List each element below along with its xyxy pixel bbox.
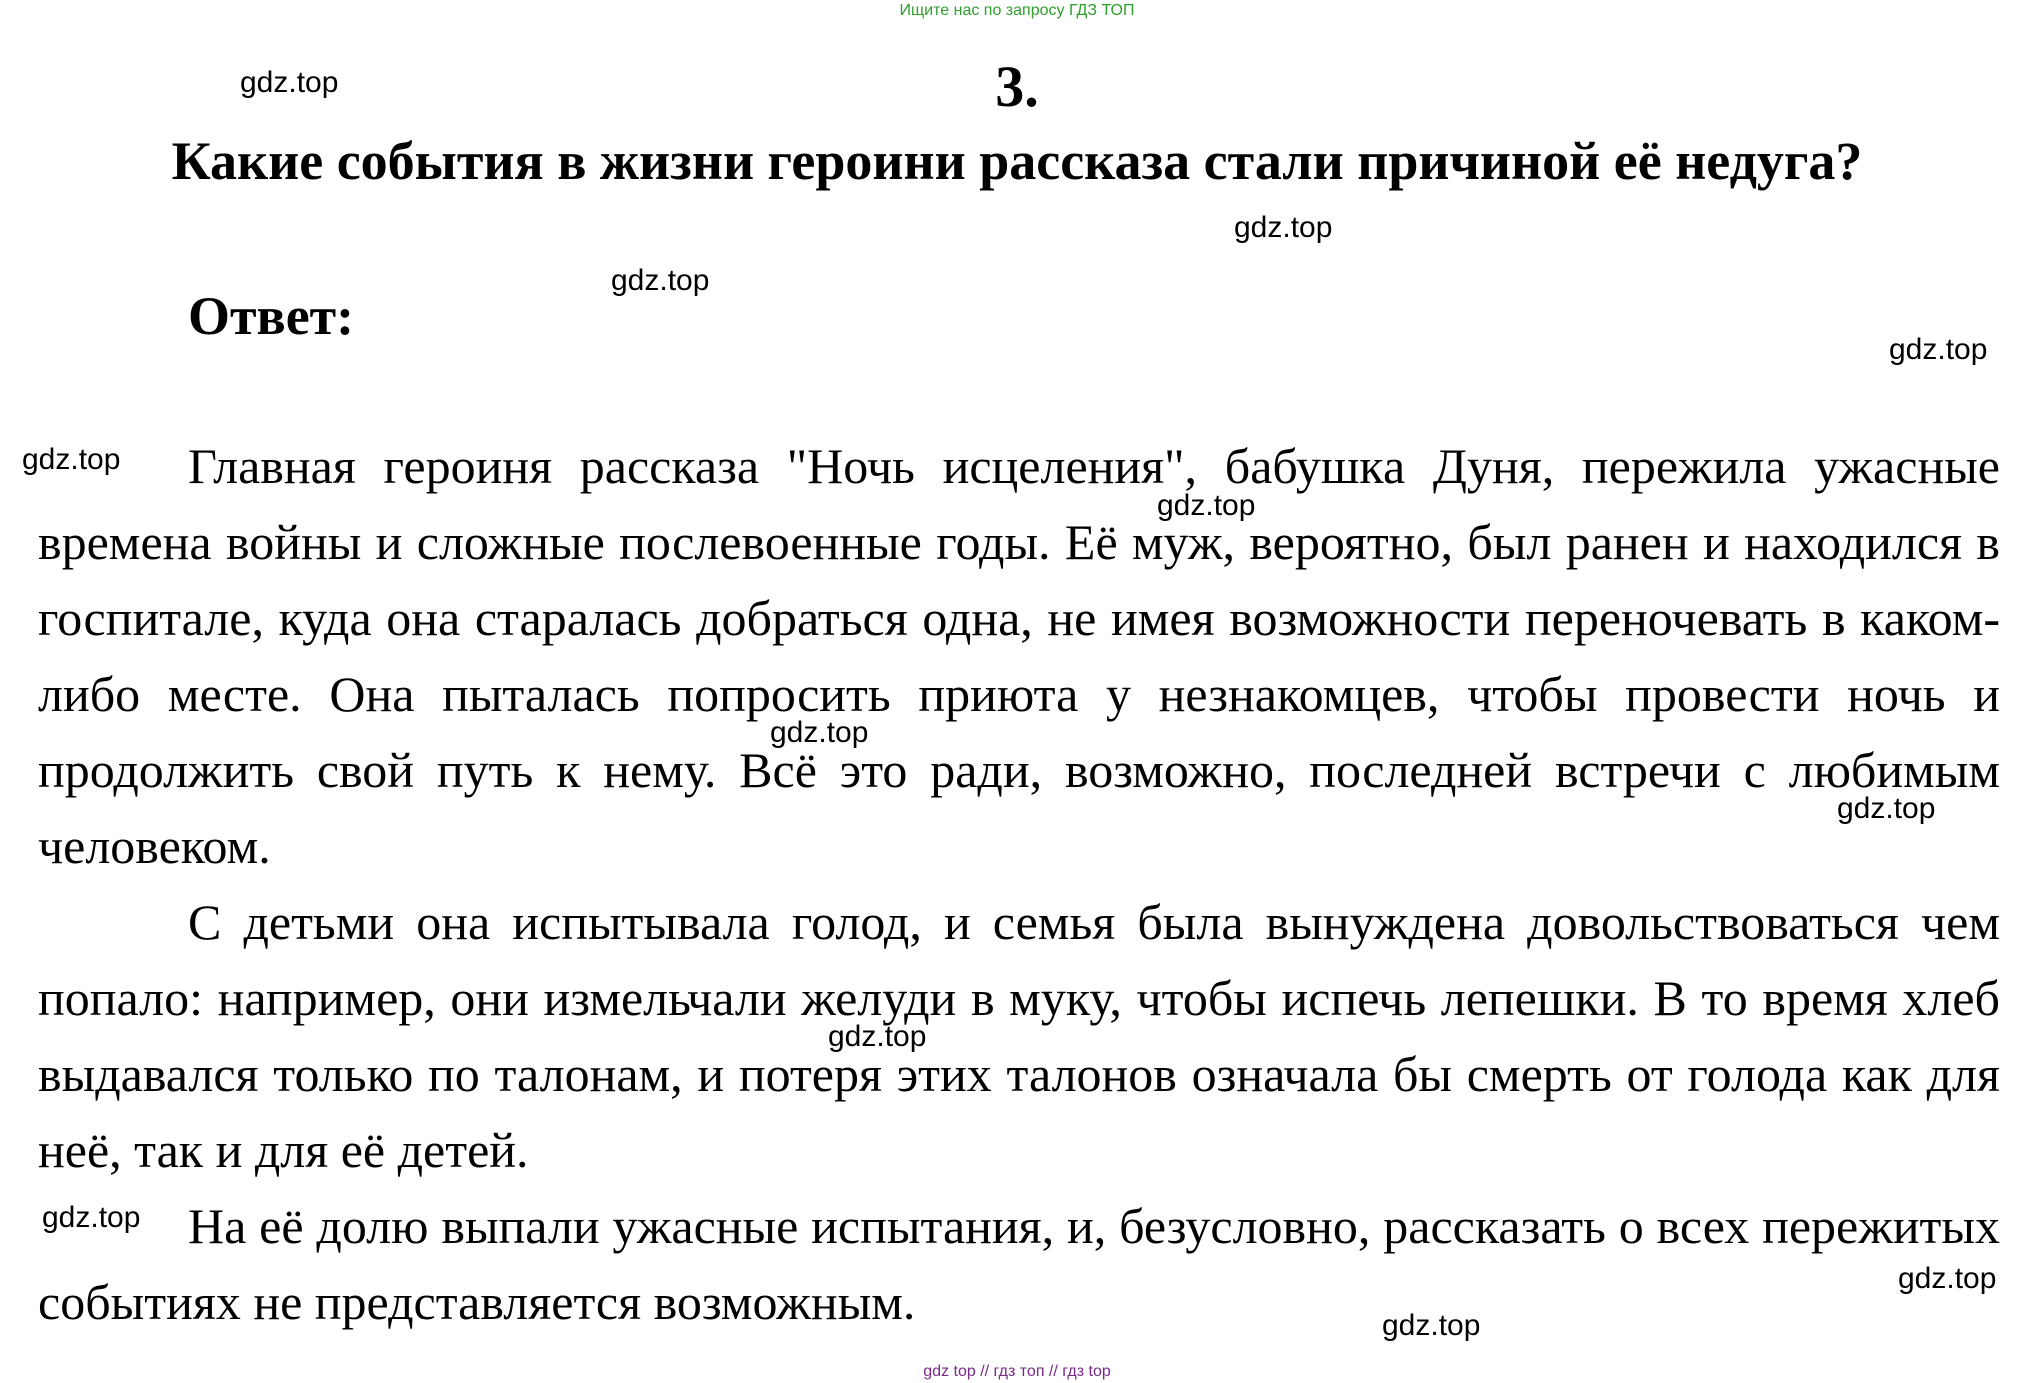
answer-body (38, 428, 2000, 1340)
watermark: gdz.top (1382, 1309, 1481, 1342)
answer-label: Ответ: (188, 286, 355, 346)
watermark: gdz.top (770, 716, 869, 749)
watermark: gdz.top (611, 264, 710, 297)
watermark: gdz.top (1889, 333, 1988, 366)
answer-paragraph: Главная героиня рассказа "Ночь исцеления", бабушка Дуня, пережила ужасные времена войны и сложные послевоенные годы. Её муж, вероятно, был ранен и находился в госпитале, куда она старалась добраться одна, не имея возможности переночевать в каком-либо месте. Она пыталась попросить приюта у незнакомцев, чтобы провести ночь и продолжить свой путь к нему. Всё это ради, возможно, последней встречи с любимым человеком. (38, 438, 2000, 874)
watermark: gdz.top (1157, 489, 1256, 522)
watermark: gdz.top (240, 66, 339, 99)
answer-paragraph: С детьми она испытывала голод, и семья была вынуждена довольствоваться чем попало: например, они измельчали желуди в муку, чтобы испечь лепешки. В то время хлеб выдавался только по талонам, и потеря этих талонов означала бы смерть от голода как для неё, так и для её детей. (38, 894, 2000, 1178)
watermark: gdz.top (1234, 211, 1333, 244)
watermark: gdz.top (1837, 792, 1936, 825)
watermark: gdz.top (42, 1201, 141, 1234)
question-heading: Какие события в жизни героини рассказа стали причиной её недуга? (171, 131, 1863, 191)
top-banner: Ищите нас по запросу ГДЗ ТОП (899, 2, 1135, 19)
watermark: gdz.top (22, 443, 121, 476)
watermark: gdz.top (828, 1020, 927, 1053)
watermark: gdz.top (1898, 1262, 1997, 1295)
answer-paragraph: На её долю выпали ужасные испытания, и, безусловно, рассказать о всех пережитых событиях не представляется возможным. (38, 1198, 2000, 1330)
task-number: 3. (995, 54, 1039, 119)
bottom-banner: gdz top // гдз топ // гдз top (923, 1363, 1111, 1380)
